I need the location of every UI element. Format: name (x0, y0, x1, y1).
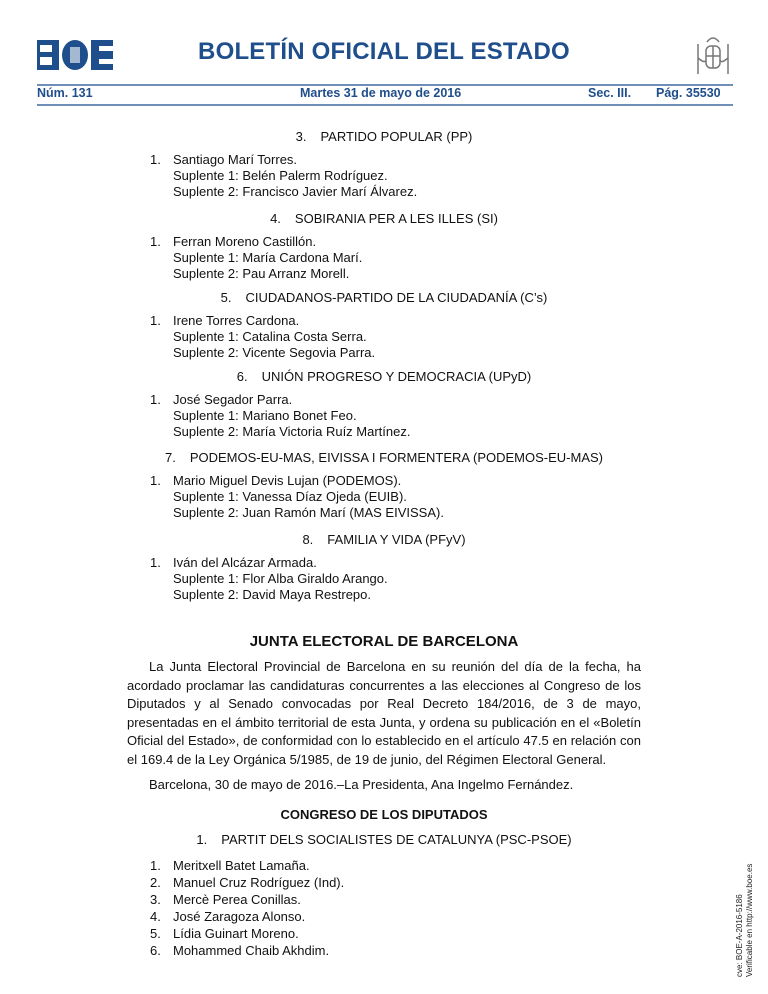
list-item: 5. Lídia Guinart Moreno. (150, 925, 299, 941)
party-name: PARTIDO POPULAR (PP) (320, 129, 473, 144)
junta-section (0, 633, 768, 959)
party-heading (0, 532, 768, 548)
signature-line: Barcelona, 30 de mayo de 2016.–La Presidenta, Ana Ingelmo Fernández. (149, 777, 574, 792)
candidate-list (0, 857, 768, 959)
header-rule (37, 104, 733, 106)
candidate-line: Suplente 1: Catalina Costa Serra. (173, 329, 367, 344)
party-number: 6. (236, 369, 248, 384)
item-number: 1. (150, 152, 161, 167)
party-number: 5. (220, 290, 232, 305)
candidate-line: Mario Miguel Devis Lujan (PODEMOS). (173, 473, 402, 488)
candidate-entry (0, 392, 768, 440)
cve-code: cve: BOE-A-2016-5186 (735, 894, 744, 977)
party-heading (0, 832, 768, 848)
party-heading (0, 290, 768, 306)
candidate-line: Suplente 2: Vicente Segovia Parra. (173, 345, 376, 360)
chamber-heading: CONGRESO DE LOS DIPUTADOS (280, 806, 488, 822)
candidate-line: Ferran Moreno Castillón. (173, 234, 317, 249)
issue-number: Núm. 131 (37, 86, 93, 100)
candidate-line: Suplente 2: Juan Ramón Marí (MAS EIVISSA). (173, 505, 444, 520)
item-number: 1. (150, 392, 161, 407)
item-number: 1. (150, 234, 161, 249)
party-number: 8. (302, 532, 314, 547)
candidate-line: Iván del Alcázar Armada. (173, 555, 317, 570)
verification-link[interactable]: Verificable en http://www.boe.es (745, 863, 754, 977)
party-name: PARTIT DELS SOCIALISTES DE CATALUNYA (PSC-PSOE) (221, 831, 572, 847)
party-name: CIUDADANOS-PARTIDO DE LA CIUDADANÍA (C’s) (245, 290, 548, 305)
list-item: 2. Manuel Cruz Rodríguez (Ind). (150, 874, 345, 890)
list-item: 4. José Zaragoza Alonso. (150, 908, 306, 924)
candidate-line: Suplente 2: Francisco Javier Marí Álvarez. (173, 184, 418, 199)
candidate-entry (0, 555, 768, 603)
list-item: 3. Mercè Perea Conillas. (150, 891, 301, 907)
party-number: 7. (165, 450, 176, 465)
item-number: 1. (150, 555, 161, 570)
issue-date: Martes 31 de mayo de 2016 (300, 86, 462, 100)
item-number: 1. (150, 313, 161, 328)
publication-title: BOLETÍN OFICIAL DEL ESTADO (198, 38, 570, 65)
party-number: 4. (270, 211, 281, 226)
candidate-line: Suplente 1: Vanessa Díaz Ojeda (EUIB). (173, 489, 407, 504)
junta-title: JUNTA ELECTORAL DE BARCELONA (249, 633, 519, 650)
candidate-line: Suplente 1: Flor Alba Giraldo Arango. (173, 571, 388, 586)
candidate-entry (0, 234, 768, 282)
candidate-entry (0, 152, 768, 200)
verification-note (735, 864, 755, 977)
candidate-line: José Segador Parra. (173, 392, 293, 407)
list-item: 6. Mohammed Chaib Akhdim. (150, 942, 330, 958)
candidate-line: Suplente 1: Belén Palerm Rodríguez. (173, 168, 388, 183)
candidate-line: Suplente 1: María Cardona Marí. (173, 250, 363, 265)
party-name: FAMILIA Y VIDA (PFyV) (327, 532, 466, 547)
coat-of-arms-icon (693, 34, 733, 78)
party-name: UNIÓN PROGRESO Y DEMOCRACIA (UPyD) (261, 369, 532, 384)
candidate-line: Suplente 2: David Maya Restrepo. (173, 587, 371, 602)
party-heading (0, 369, 768, 385)
party-heading (0, 211, 768, 227)
candidate-entry (0, 473, 768, 521)
candidate-line: Suplente 1: Mariano Bonet Feo. (173, 408, 357, 423)
candidate-line: Suplente 2: Pau Arranz Morell. (173, 266, 350, 281)
party-heading (0, 129, 768, 145)
page-number: Pág. 35530 (656, 86, 721, 100)
party-name: PODEMOS-EU-MAS, EIVISSA I FORMENTERA (PODEMOS-EU-MAS) (189, 450, 603, 465)
candidate-line: Suplente 2: María Victoria Ruíz Martínez. (173, 424, 411, 439)
item-number: 1. (150, 473, 161, 488)
party-number: 1. (196, 831, 208, 847)
candidate-line: Santiago Marí Torres. (173, 152, 298, 167)
party-number: 3. (295, 129, 307, 144)
candidate-entry (0, 313, 768, 361)
party-heading (0, 450, 768, 466)
junta-paragraph: La Junta Electoral Provincial de Barcelona en su reunión del día de la fecha, ha acordado proclamar las candidaturas concurrentes a las elecciones al Congreso de los Diputados y al Senado convocadas por Real Decreto 184/2016, de 3 de mayo, presentadas en el ámbito territorial de esta Junta, y ordena su publicación en el «Boletín Oficial del Estado», de conformidad con lo establecido en el artículo 47.5 en relación con el 169.4 de la Ley Orgánica 5/1985, de 19 de junio, del Régimen Electoral General. (127, 659, 641, 767)
section-label: Sec. III. (588, 86, 632, 100)
candidate-line: Irene Torres Cardona. (173, 313, 300, 328)
party-name: SOBIRANIA PER A LES ILLES (SI) (294, 211, 498, 226)
list-item: 1. Meritxell Batet Lamaña. (150, 857, 310, 873)
